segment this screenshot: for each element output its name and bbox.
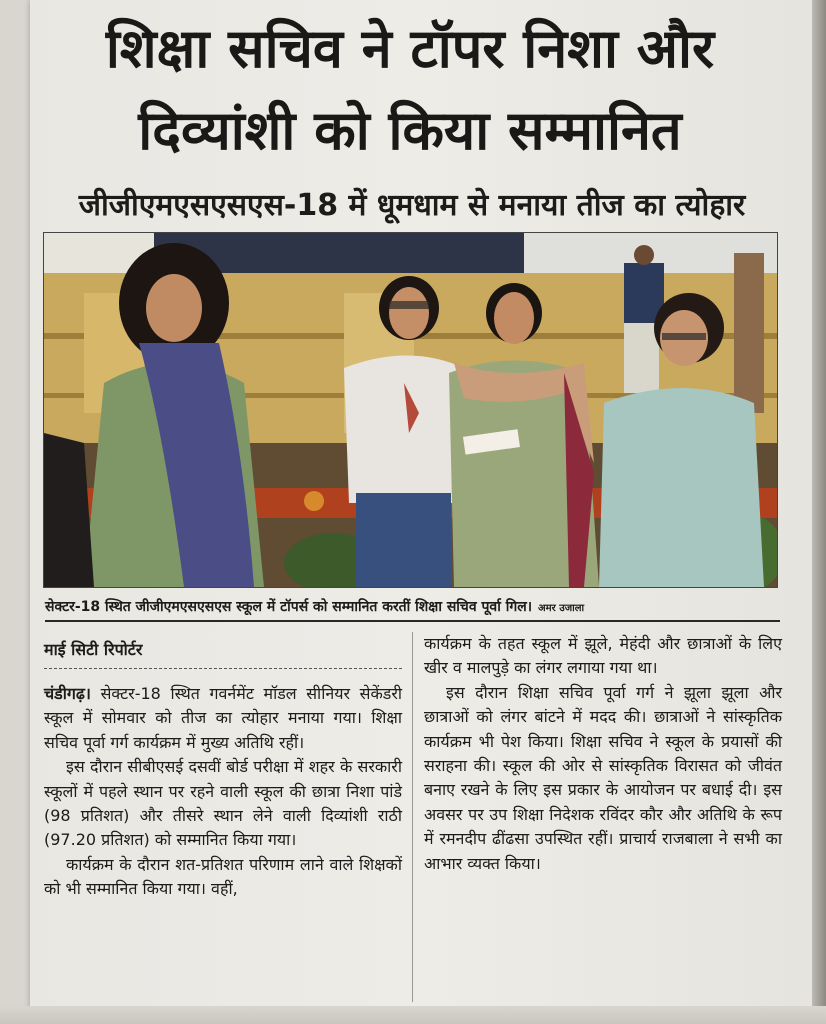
headline-line-1: शिक्षा सचिव ने टॉपर निशा और (105, 17, 715, 80)
paragraph (44, 682, 402, 755)
headline-line-2: दिव्यांशी को किया सम्मानित (138, 99, 682, 162)
paragraph: कार्यक्रम के दौरान शत-प्रतिशत परिणाम लाने वाले शिक्षकों को भी सम्मानित किया गया। वहीं, (44, 854, 402, 899)
article-photo (43, 232, 778, 588)
caption-text: सेक्टर-18 स्थित जीजीएमएसएसएस स्कूल में टॉपर्स को सम्मानित करतीं शिक्षा सचिव पूर्वा गिल। (45, 599, 533, 615)
column-divider (412, 632, 413, 1002)
article-column-left (44, 682, 402, 902)
dateline: चंडीगढ़। (44, 684, 91, 703)
subheadline: जीजीएमएसएसएस-18 में धूमधाम से मनाया तीज का त्योहार (78, 188, 746, 223)
paragraph-text: सेक्टर-18 स्थित गवर्नमेंट मॉडल सीनियर सेकेंडरी स्कूल में सोमवार को तीज का त्योहार मनाया गया। शिक्षा सचिव पूर्वा गर्ग कार्यक्रम में मुख्य अतिथि रहीं। (44, 684, 403, 752)
paragraph: इस दौरान शिक्षा सचिव पूर्वा गर्ग ने झूला झूला और छात्राओं को लंगर बांटने में मदद की। छात्राओं ने सांस्कृतिक कार्यक्रम भी पेश किया। शिक्षा सचिव ने स्कूल के प्रयासों की सराहना की। स्कूल की ओर से सांस्कृतिक विरासत को जीवंत बनाए रखने के लिए इस प्रकार के आयोजन पर बधाई दी। इस अवसर पर उप शिक्षा निदेशक रविंदर कौर और अतिथि के रूप में रमनदीप ढींढसा उपस्थित रहीं। प्राचार्य राजबाला ने सभी का आभार व्यक्त किया। (424, 682, 782, 873)
caption-credit: अमर उजाला (538, 603, 585, 614)
byline: माई सिटी रिपोर्टर (44, 636, 402, 669)
photo-caption (45, 594, 780, 622)
page-edge (812, 0, 826, 1024)
article-column-right (424, 632, 782, 876)
paragraph: इस दौरान सीबीएसई दसवीं बोर्ड परीक्षा में शहर के सरकारी स्कूलों में पहले स्थान पर रहने वाली स्कूल की छात्रा निशा पांडे (98 प्रतिशत) और तीसरे स्थान लेने वाली दिव्यांशी राठी (97.20 प्रतिशत) को सम्मानित किया गया। (44, 757, 402, 850)
paragraph: कार्यक्रम के तहत स्कूल में झूले, मेहंदी और छात्राओं के लिए खीर व मालपुड़े का लंगर लगाया गया था। (424, 634, 782, 678)
page-bottom-edge (0, 1006, 826, 1024)
